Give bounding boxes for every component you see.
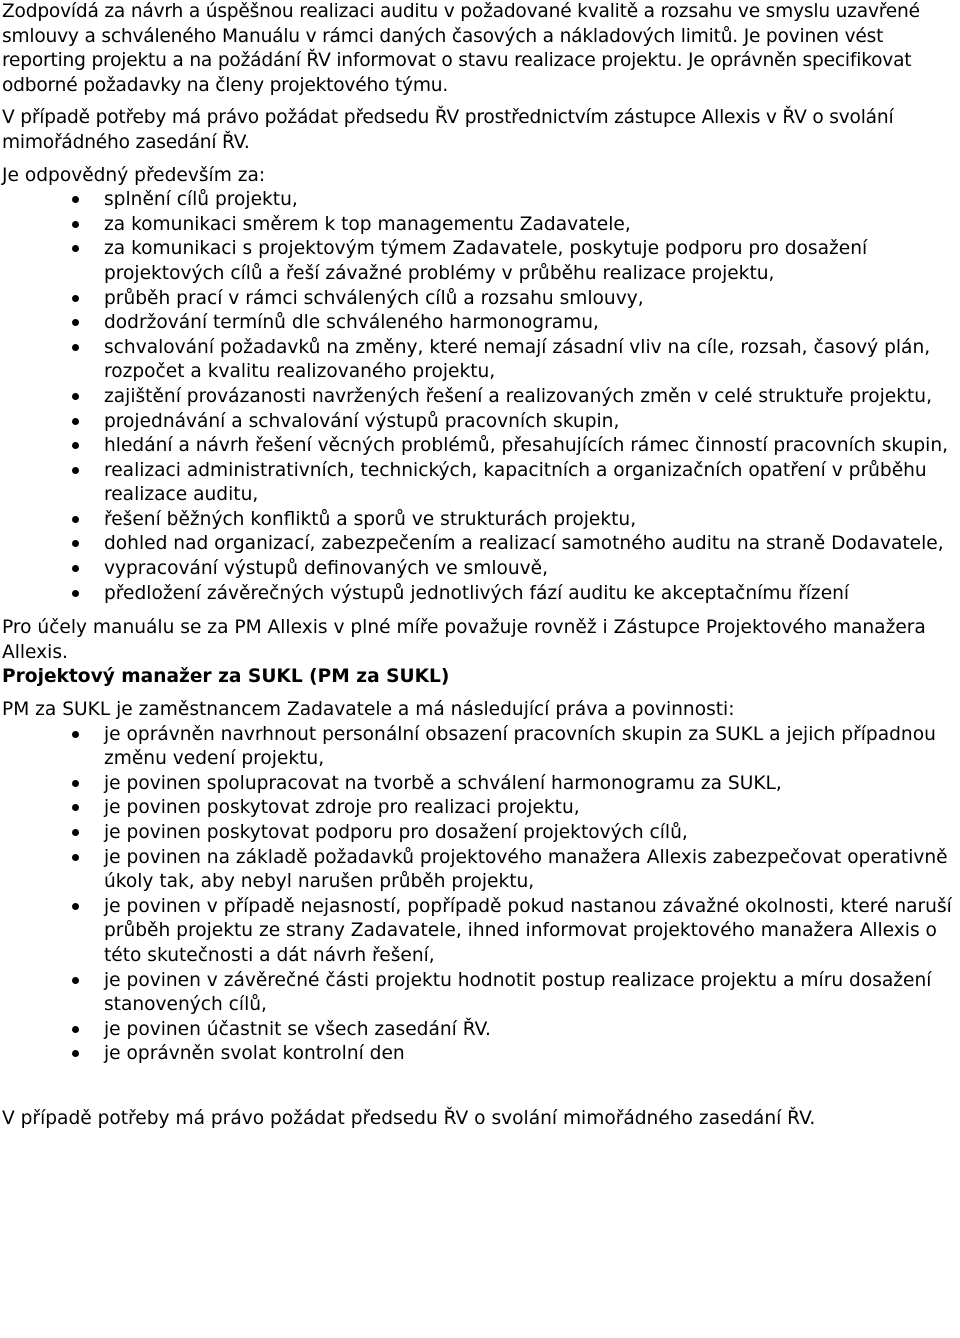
document-page xyxy=(2,0,958,1132)
bullet-icon xyxy=(72,319,79,326)
deputy-note: Pro účely manuálu se za PM Allexis v plné míře považuje rovněž i Zástupce Projektového manažera Allexis. xyxy=(2,617,926,663)
bullet-icon xyxy=(72,344,79,351)
bullet-icon xyxy=(72,221,79,228)
list-item: splnění cílů projektu, xyxy=(2,188,958,213)
list-item: je povinen na základě požadavků projektového manažera Allexis zabezpečovat operativně úkoly tak, aby nebyl narušen průběh projektu, xyxy=(2,846,958,895)
bullet-icon xyxy=(72,854,79,861)
bullet-icon xyxy=(72,590,79,597)
list-item: je povinen spolupracovat na tvorbě a schválení harmonogramu za SUKL, xyxy=(2,772,958,797)
responsibilities-lead: Je odpovědný především za: xyxy=(2,164,266,186)
pm-allexis-responsibilities-list xyxy=(2,188,958,606)
pm-sukl-duties-list xyxy=(2,723,958,1067)
sukl-intro: PM za SUKL je zaměstnancem Zadavatele a má následující práva a povinnosti: xyxy=(2,699,735,721)
list-item: vypracování výstupů definovaných ve smlouvě, xyxy=(2,557,958,582)
closing-paragraph: V případě potřeby má právo požádat předsedu ŘV o svolání mimořádného zasedání ŘV. xyxy=(2,1107,816,1129)
bullet-icon xyxy=(72,442,79,449)
bullet-icon xyxy=(72,829,79,836)
bullet-icon xyxy=(72,977,79,984)
list-item: hledání a návrh řešení věcných problémů, přesahujících rámec činností pracovních skupin, xyxy=(2,434,958,459)
bullet-icon xyxy=(72,393,79,400)
list-item: za komunikaci směrem k top managementu Zadavatele, xyxy=(2,213,958,238)
bullet-icon xyxy=(72,540,79,547)
list-item: je povinen účastnit se všech zasedání ŘV. xyxy=(2,1018,958,1043)
intro-paragraph: Zodpovídá za návrh a úspěšnou realizaci auditu v požadované kvalitě a rozsahu ve smyslu uzavřené smlouvy a schváleného Manuálu v rámci daných časových a nákladových limitů. Je povinen vést reporting projektu a na požádání ŘV informovat o stavu realizace projektu. Je oprávněn specifikovat odborné požadavky na členy projektového týmu. xyxy=(2,1,920,96)
bullet-icon xyxy=(72,295,79,302)
bullet-icon xyxy=(72,903,79,910)
list-item: zajištění provázanosti navržených řešení a realizovaných změn v celé struktuře projektu, xyxy=(2,385,958,410)
list-item: předložení závěrečných výstupů jednotlivých fází auditu ke akceptačnímu řízení xyxy=(2,582,958,607)
list-item: projednávání a schvalování výstupů pracovních skupin, xyxy=(2,410,958,435)
bullet-icon xyxy=(72,418,79,425)
list-item: je povinen poskytovat podporu pro dosažení projektových cílů, xyxy=(2,821,958,846)
list-item: je povinen v případě nejasností, popřípadě pokud nastanou závažné okolnosti, které naruší průběh projektu ze strany Zadavatele, ihned informovat projektového manažera Allexis o této skutečnosti a dát návrh řešení, xyxy=(2,895,958,969)
list-item: za komunikaci s projektovým týmem Zadavatele, poskytuje podporu pro dosažení projektových cílů a řeší závažné problémy v průběhu realizace projektu, xyxy=(2,237,958,286)
bullet-icon xyxy=(72,731,79,738)
bullet-icon xyxy=(72,780,79,787)
bullet-icon xyxy=(72,1050,79,1057)
list-item: je oprávněn navrhnout personální obsazení pracovních skupin za SUKL a jejich případnou změnu vedení projektu, xyxy=(2,723,958,772)
section-heading-pm-sukl: Projektový manažer za SUKL (PM za SUKL) xyxy=(2,666,450,688)
list-item: realizaci administrativních, technických, kapacitních a organizačních opatření v průběhu realizace auditu, xyxy=(2,459,958,508)
bullet-icon xyxy=(72,467,79,474)
extraordinary-meeting-paragraph: V případě potřeby má právo požádat předsedu ŘV prostřednictvím zástupce Allexis v ŘV o svolání mimořádného zasedání ŘV. xyxy=(2,107,894,153)
list-item: řešení běžných konfliktů a sporů ve strukturách projektu, xyxy=(2,508,958,533)
bullet-icon xyxy=(72,516,79,523)
list-item: dohled nad organizací, zabezpečením a realizací samotného auditu na straně Dodavatele, xyxy=(2,532,958,557)
list-item: je povinen v závěrečné části projektu hodnotit postup realizace projektu a míru dosažení stanovených cílů, xyxy=(2,969,958,1018)
bullet-icon xyxy=(72,1026,79,1033)
list-item: dodržování termínů dle schváleného harmonogramu, xyxy=(2,311,958,336)
list-item: schvalování požadavků na změny, které nemají zásadní vliv na cíle, rozsah, časový plán, rozpočet a kvalitu realizovaného projektu, xyxy=(2,336,958,385)
list-item: je povinen poskytovat zdroje pro realizaci projektu, xyxy=(2,796,958,821)
list-item: je oprávněn svolat kontrolní den xyxy=(2,1042,958,1067)
list-item: průběh prací v rámci schválených cílů a rozsahu smlouvy, xyxy=(2,287,958,312)
bullet-icon xyxy=(72,565,79,572)
bullet-icon xyxy=(72,245,79,252)
bullet-icon xyxy=(72,196,79,203)
bullet-icon xyxy=(72,804,79,811)
